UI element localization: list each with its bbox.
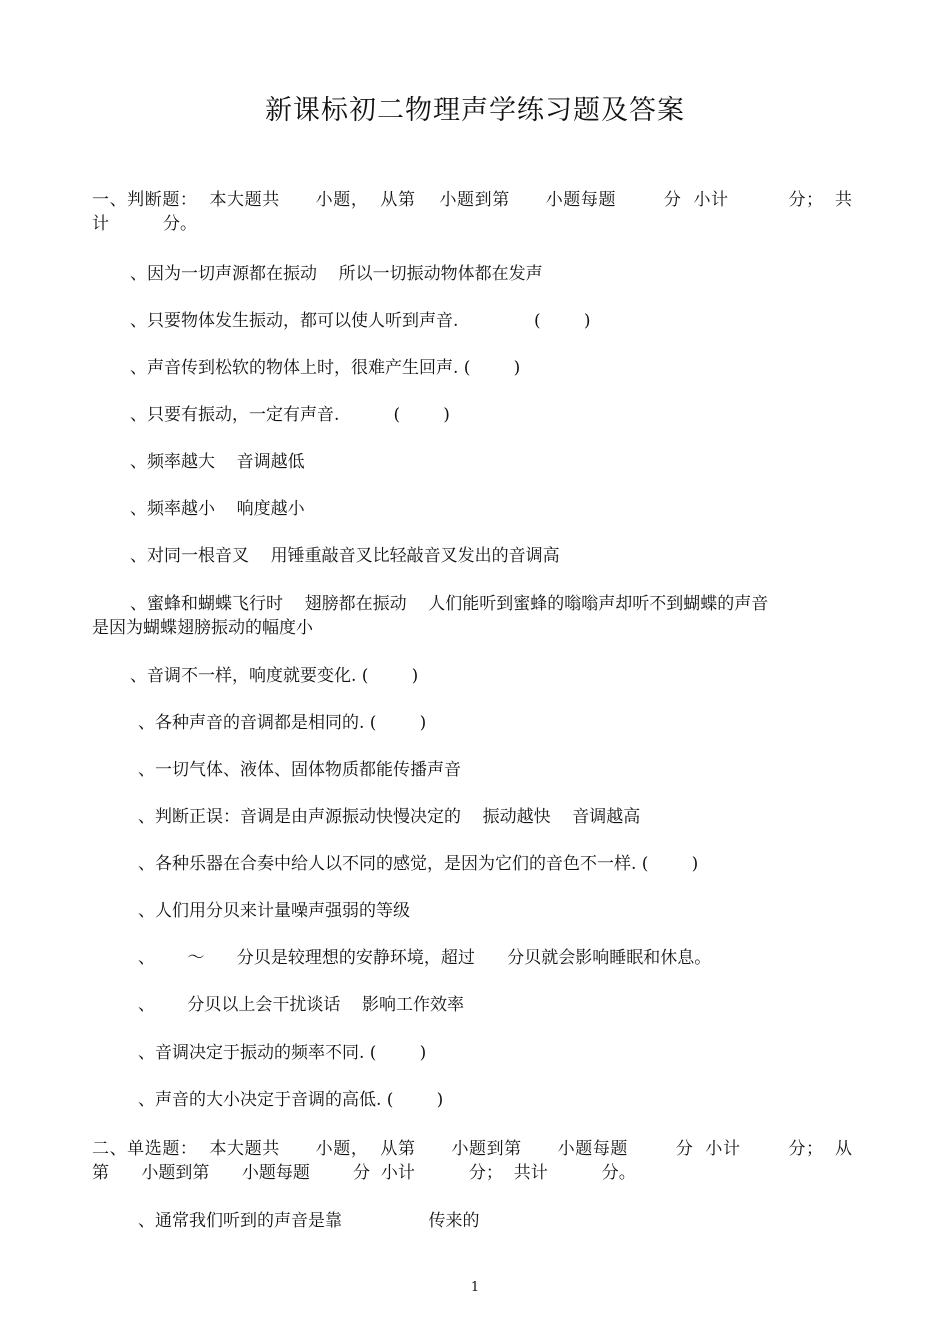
section-1-header-line-1: 一、判断题： 本大题共 小题， 从第 小题到第 小题每题 分 小计 分； 共 bbox=[92, 190, 852, 210]
section-2-header bbox=[92, 1137, 852, 1185]
question-item: 、频率越大 音调越低 bbox=[130, 452, 305, 472]
question-item-line-1: 、蜜蜂和蝴蝶飞行时 翅膀都在振动 人们能听到蜜蜂的嗡嗡声却听不到蝴蝶的声音 bbox=[130, 594, 769, 614]
question-item: 、频率越小 响度越小 bbox=[130, 499, 305, 519]
question-item: 、音调决定于振动的频率不同. ( ) bbox=[138, 1043, 427, 1063]
section-1-header-line-2: 计 分。 bbox=[92, 214, 198, 234]
question-item: 、各种声音的音调都是相同的. ( ) bbox=[138, 713, 427, 733]
question-item: 、因为一切声源都在振动 所以一切振动物体都在发声 bbox=[130, 264, 543, 284]
question-item: 、声音的大小决定于音调的高低. ( ) bbox=[138, 1090, 444, 1110]
question-item: 、声音传到松软的物体上时，很难产生回声. ( ) bbox=[130, 358, 521, 378]
document-title: 新课标初二物理声学练习题及答案 bbox=[265, 95, 685, 126]
question-item: 、通常我们听到的声音是靠 传来的 bbox=[138, 1211, 480, 1231]
question-item: 、判断正误：音调是由声源振动快慢决定的 振动越快 音调越高 bbox=[138, 807, 641, 827]
question-item-line-2: 是因为蝴蝶翅膀振动的幅度小 bbox=[92, 618, 313, 638]
section-1-header bbox=[92, 188, 852, 236]
question-item: 、一切气体、液体、固体物质都能传播声音 bbox=[138, 760, 461, 780]
page-number: 1 bbox=[470, 1280, 480, 1295]
question-item: 、 分贝以上会干扰谈话 影响工作效率 bbox=[138, 995, 465, 1015]
section-2-header-line-1: 二、单选题： 本大题共 小题， 从第 小题到第 小题每题 分 小计 分； 从 bbox=[92, 1139, 852, 1159]
question-item: 、音调不一样，响度就要变化. ( ) bbox=[130, 666, 419, 686]
question-item: 、各种乐器在合奏中给人以不同的感觉，是因为它们的音色不一样. ( ) bbox=[138, 854, 699, 874]
question-item: 、人们用分贝来计量噪声强弱的等级 bbox=[138, 901, 410, 921]
question-item: 、对同一根音叉 用锤重敲音叉比轻敲音叉发出的音调高 bbox=[130, 546, 560, 566]
question-item: 、只要有振动，一定有声音. ( ) bbox=[130, 405, 450, 425]
section-2-header-line-2: 第 小题到第 小题每题 分 小计 分； 共计 分。 bbox=[92, 1163, 636, 1183]
question-item-wrapped bbox=[92, 592, 852, 640]
question-item: 、只要物体发生振动，都可以使人听到声音. ( ) bbox=[130, 311, 591, 331]
question-item: 、 ～ 分贝是较理想的安静环境，超过 分贝就会影响睡眠和休息。 bbox=[138, 948, 712, 968]
